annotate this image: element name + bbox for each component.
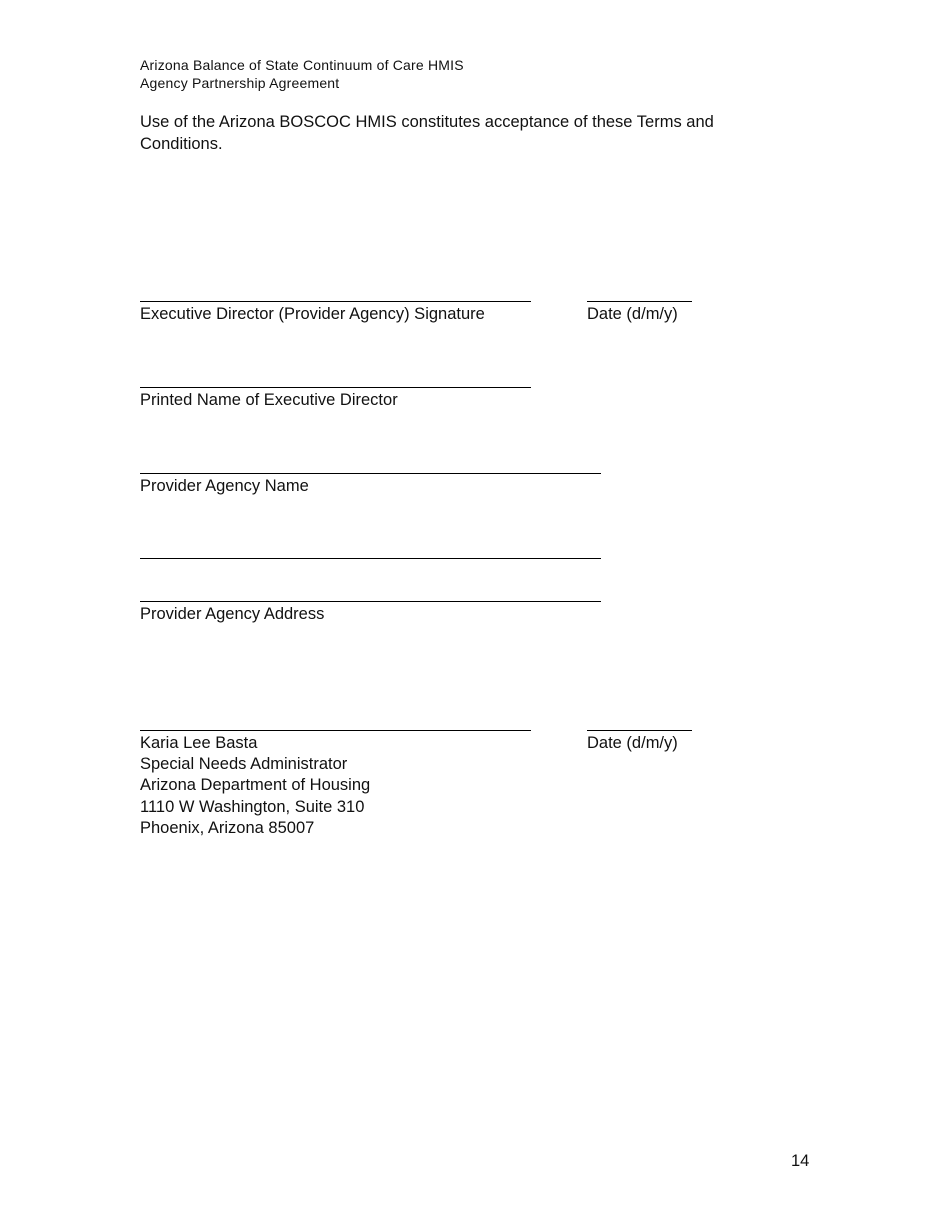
adoh-organization: Arizona Department of Housing (140, 776, 371, 794)
adoh-date-label: Date (d/m/y) (587, 734, 678, 752)
intro-paragraph: Use of the Arizona BOSCOC HMIS constitutes acceptance of these Terms and Conditions. (140, 113, 714, 153)
printed-name-line (140, 387, 531, 388)
adoh-signature-line (140, 730, 531, 731)
agency-name-label: Provider Agency Name (140, 477, 309, 495)
header-subtitle: Agency Partnership Agreement (140, 75, 340, 91)
agency-address-label: Provider Agency Address (140, 605, 325, 623)
executive-signature-label: Executive Director (Provider Agency) Signature (140, 305, 485, 323)
adoh-city-state-zip: Phoenix, Arizona 85007 (140, 819, 315, 837)
executive-date-label: Date (d/m/y) (587, 305, 678, 323)
page-number: 14 (791, 1152, 810, 1170)
adoh-date-line (587, 730, 692, 731)
adoh-street-address: 1110 W Washington, Suite 310 (140, 798, 365, 816)
agency-address-line-1 (140, 558, 601, 559)
printed-name-label: Printed Name of Executive Director (140, 391, 398, 409)
executive-date-line (587, 301, 692, 302)
adoh-signatory-name: Karia Lee Basta (140, 734, 258, 752)
agency-address-line-2 (140, 601, 601, 602)
header-title: Arizona Balance of State Continuum of Care HMIS (140, 57, 464, 73)
executive-signature-line (140, 301, 531, 302)
adoh-signatory-title: Special Needs Administrator (140, 755, 348, 773)
agency-name-line (140, 473, 601, 474)
